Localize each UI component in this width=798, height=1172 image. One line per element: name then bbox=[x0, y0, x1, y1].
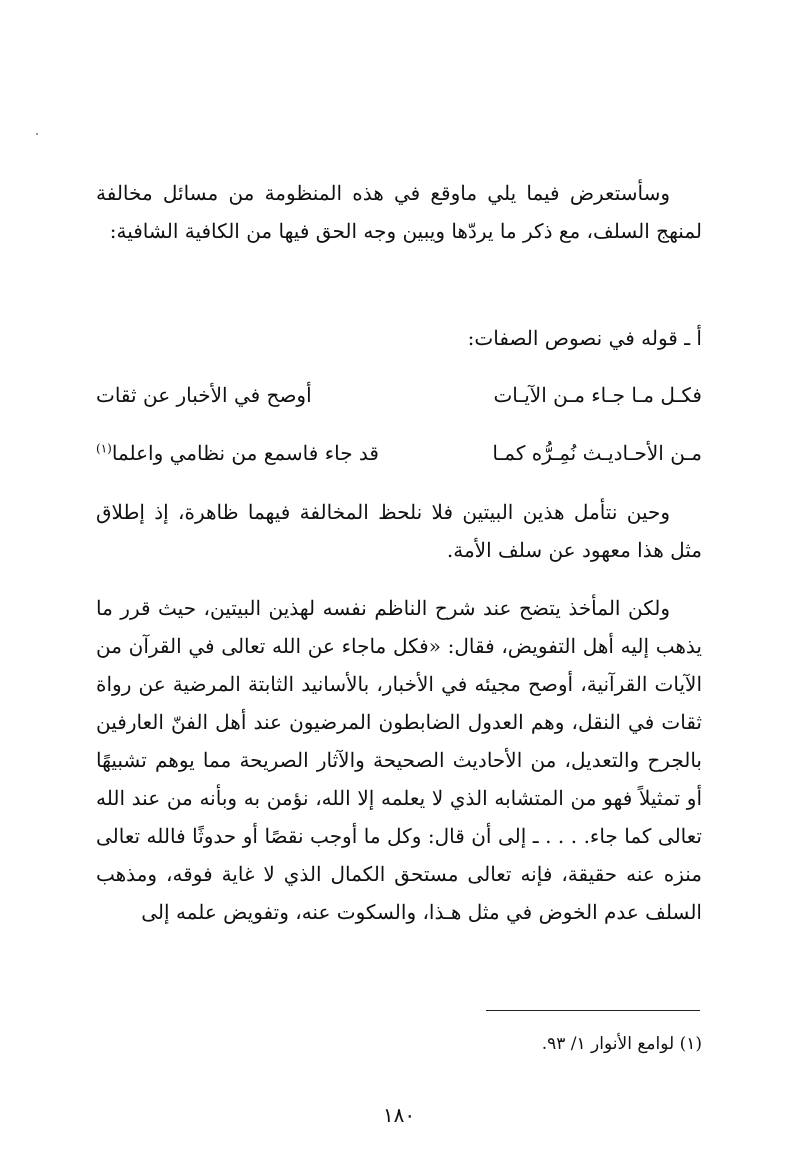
verse-2-second-text: قد جاء فاسمع من نظامي واعلما bbox=[111, 441, 379, 465]
scan-speck bbox=[36, 133, 38, 135]
verse-line-2 bbox=[96, 434, 702, 472]
footnote-divider bbox=[486, 1010, 700, 1011]
verse-2-first-hemistich: مـن الأحـاديـث نُمِـرُّه كمـا bbox=[492, 441, 702, 465]
verse-1-first-hemistich: فكـل مـا جـاء مـن الآيـات bbox=[493, 383, 702, 407]
intro-paragraph: وسأستعرض فيما يلي ماوقع في هذه المنظومة من مسائل مخالفة لمنهج السلف، مع ذكر ما يردّها ويبين وجه الحق فيها من الكافية الشافية: bbox=[96, 181, 702, 243]
footnote-number: (١) bbox=[679, 1034, 702, 1054]
footnote bbox=[300, 1030, 702, 1058]
footnote-reference[interactable]: (١) bbox=[96, 441, 112, 456]
page-number: ١٨٠ bbox=[382, 1103, 416, 1127]
analysis-paragraph: ولكن المأخذ يتضح عند شرح الناظم نفسه لهذين البيتين، حيث قرر ما يذهب إليه أهل التفويض، فقال: «فكل ماجاء عن الله تعالى في القرآن من الآيات القرآنية، أوصح مجيئه في الأخبار، بالأسانيد الثابتة المرضية عن رواة ثقات في النقل، وهم العدول الضابطون المرضيون عند أهل الفنّ العارفين بالجرح والتعديل، من الأحاديث الصحيحة والآثار الصريحة مما يوهم تشبيهًا أو تمثيلاً فهو من المتشابه الذي لا يعلمه إلا الله، نؤمن به وبأنه من عند الله تعالى كما جاء. . . . ـ إلى أن قال: وكل ما أوجب نقصًا أو حدوثًا فالله تعالى منزه عنه حقيقة، فإنه تعالى مستحق الكمال الذي لا غاية فوقه، ومذهب السلف عدم الخوض في مثل هـذا، والسكوت عنه، وتفويض علمه إلى bbox=[96, 596, 702, 924]
verse-2-second-hemistich bbox=[96, 434, 379, 472]
footnote-text: لوامع الأنوار ١/ ٩٣. bbox=[541, 1034, 675, 1054]
comment-paragraph: وحين نتأمل هذين البيتين فلا نلحظ المخالفة فيهما ظاهرة، إذ إطلاق مثل هذا معهود عن سلف الأمة. bbox=[96, 500, 702, 562]
verse-line-1 bbox=[96, 376, 702, 414]
verse-1-second-hemistich: أوصح في الأخبار عن ثقات bbox=[96, 383, 312, 407]
section-heading-a: أ ـ قوله في نصوص الصفات: bbox=[467, 326, 702, 350]
